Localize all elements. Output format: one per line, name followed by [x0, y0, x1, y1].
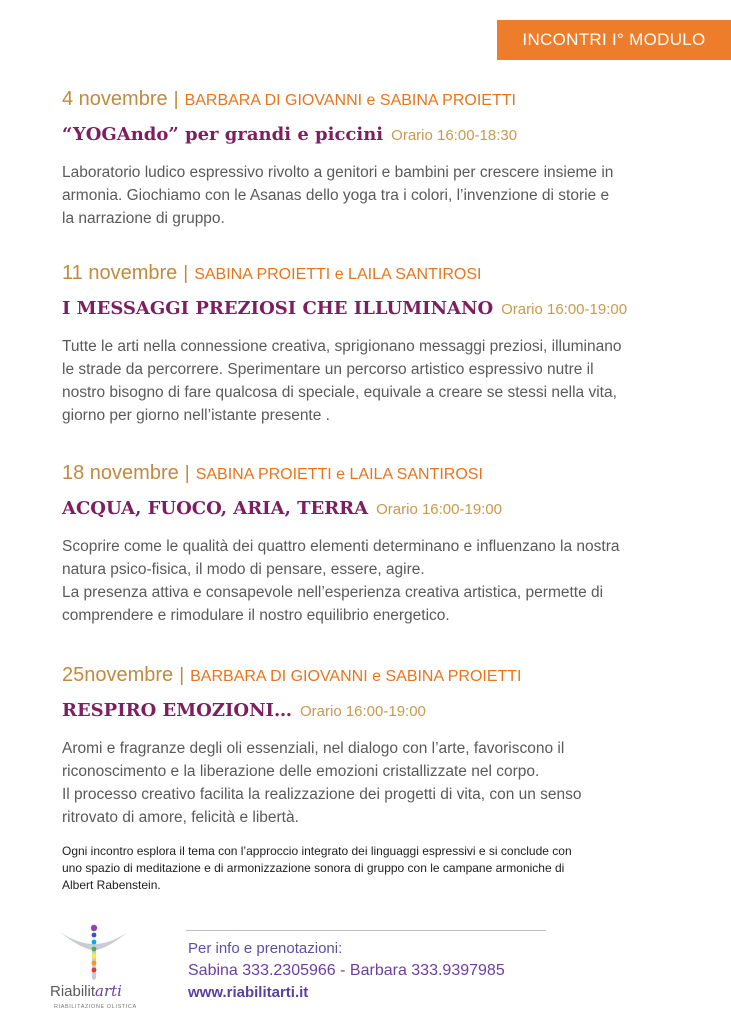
event-description — [62, 737, 682, 829]
event-time: Orario 16:00-19:00 — [299, 703, 426, 720]
figure-icon — [50, 924, 146, 984]
host-1: SABINA PROIETTI — [195, 466, 332, 483]
event-date-row — [62, 462, 682, 485]
description-line: ritrovato di amore, felicità e libertà. — [62, 809, 299, 826]
chakra-dot — [92, 954, 97, 959]
event-title-row — [62, 124, 682, 145]
logo-tagline: RIABILITAZIONE OLISTICA — [54, 1004, 137, 1010]
note-line: Ogni incontro esplora il tema con l’approccio integrato dei linguaggi espressivi e si conclude con — [62, 844, 572, 858]
event-title: RESPIRO EMOZIONI… — [62, 700, 292, 721]
description-line: natura psico-fisica, il modo di pensare, essere, agire. — [62, 561, 425, 578]
host-1: BARBARA DI GIOVANNI — [184, 92, 363, 109]
event-description — [62, 161, 682, 230]
event-time: Orario 16:00-19:00 — [501, 301, 628, 318]
event-date: 11 novembre — [62, 262, 178, 284]
event-time: Orario 16:00-19:00 — [376, 501, 503, 518]
host-1: BARBARA DI GIOVANNI — [190, 668, 368, 685]
description-line: giorno per giorno nell’istante presente . — [62, 407, 330, 424]
contact-phones: Sabina 333.2305966 - Barbara 333.9397985 — [188, 962, 505, 979]
event-description — [62, 335, 682, 427]
chakra-dot — [92, 940, 97, 945]
separator: | — [183, 263, 189, 284]
description-line: comprendere e rimodulare il nostro equilibrio energetico. — [62, 607, 450, 624]
chakra-dot — [91, 925, 97, 931]
module-badge: INCONTRI I° MODULO — [497, 20, 731, 60]
footer-divider — [186, 930, 546, 931]
event-4 — [62, 664, 682, 829]
description-line: la narrazione di gruppo. — [62, 210, 225, 227]
description-line: riconoscimento e la liberazione delle emozioni cristallizzate nel corpo. — [62, 763, 540, 780]
logo-word-accent: arti — [95, 982, 122, 1000]
event-date-row — [62, 262, 682, 285]
separator: | — [179, 665, 185, 686]
contact-footer — [188, 938, 505, 1003]
description-line: Laboratorio ludico espressivo rivolto a genitori e bambini per crescere insieme in — [62, 164, 614, 181]
host-1: SABINA PROIETTI — [194, 266, 331, 283]
contact-label: Per info e prenotazioni: — [188, 940, 343, 957]
event-time: Orario 16:00-18:30 — [391, 127, 518, 144]
host-conjunction: e — [336, 466, 346, 483]
event-2 — [62, 262, 682, 427]
event-date: 18 novembre — [62, 462, 179, 484]
event-hosts — [194, 266, 481, 283]
event-3 — [62, 462, 682, 627]
event-date-row — [62, 88, 682, 111]
riabilitarti-logo — [50, 924, 146, 1018]
host-conjunction: e — [366, 92, 376, 109]
event-title: I MESSAGGI PREZIOSI CHE ILLUMINANO — [62, 298, 494, 319]
event-date: 4 novembre — [62, 88, 168, 110]
host-conjunction: e — [372, 668, 382, 685]
chakra-dot — [92, 961, 97, 966]
host-2: SABINA PROIETTI — [379, 92, 516, 109]
logo-wordmark — [50, 982, 122, 1000]
description-line: Il processo creativo facilita la realizzazione dei progetti di vita, con un senso — [62, 786, 582, 803]
separator: | — [173, 89, 179, 110]
note-line: uno spazio di meditazione e di armonizzazione sonora di gruppo con le campane armoniche di — [62, 861, 565, 875]
description-line: Scoprire come le qualità dei quattro elementi determinano e influenzano la nostra — [62, 538, 620, 555]
event-date: 25novembre — [62, 664, 174, 686]
event-1 — [62, 88, 682, 230]
description-line: nostro bisogno di fare qualcosa di speciale, equivale a creare se stessi nella vita, — [62, 384, 617, 401]
host-2: SABINA PROIETTI — [385, 668, 522, 685]
closing-note — [62, 843, 702, 894]
event-title: “YOGAndo” per grandi e piccini — [62, 124, 384, 145]
event-title-row — [62, 700, 682, 721]
host-2: LAILA SANTIROSI — [348, 266, 482, 283]
chakra-dot — [92, 947, 97, 952]
event-hosts — [190, 668, 521, 685]
event-title: ACQUA, FUOCO, ARIA, TERRA — [62, 498, 369, 519]
description-line: Tutte le arti nella connessione creativa, sprigionano messaggi preziosi, illuminano — [62, 338, 622, 355]
host-2: LAILA SANTIROSI — [349, 466, 483, 483]
website-link[interactable]: www.riabilitarti.it — [188, 984, 309, 1001]
event-title-row — [62, 298, 682, 319]
separator: | — [184, 463, 190, 484]
description-line: La presenza attiva e consapevole nell’esperienza creativa artistica, permette di — [62, 584, 604, 601]
event-description — [62, 535, 682, 627]
description-line: le strade da percorrere. Sperimentare un percorso artistico espressivo nutre il — [62, 361, 594, 378]
logo-word-main: Riabilit — [50, 983, 96, 1000]
chakra-dot — [92, 968, 97, 973]
note-line: Albert Rabenstein. — [62, 878, 161, 892]
description-line: Aromi e fragranze degli oli essenziali, nel dialogo con l’arte, favoriscono il — [62, 740, 565, 757]
event-hosts — [185, 92, 516, 109]
host-conjunction: e — [334, 266, 344, 283]
description-line: armonia. Giochiamo con le Asanas dello yoga tra i colori, l’invenzione di storie e — [62, 187, 610, 204]
event-title-row — [62, 498, 682, 519]
chakra-dot — [92, 933, 97, 938]
event-hosts — [196, 466, 483, 483]
event-date-row — [62, 664, 682, 687]
